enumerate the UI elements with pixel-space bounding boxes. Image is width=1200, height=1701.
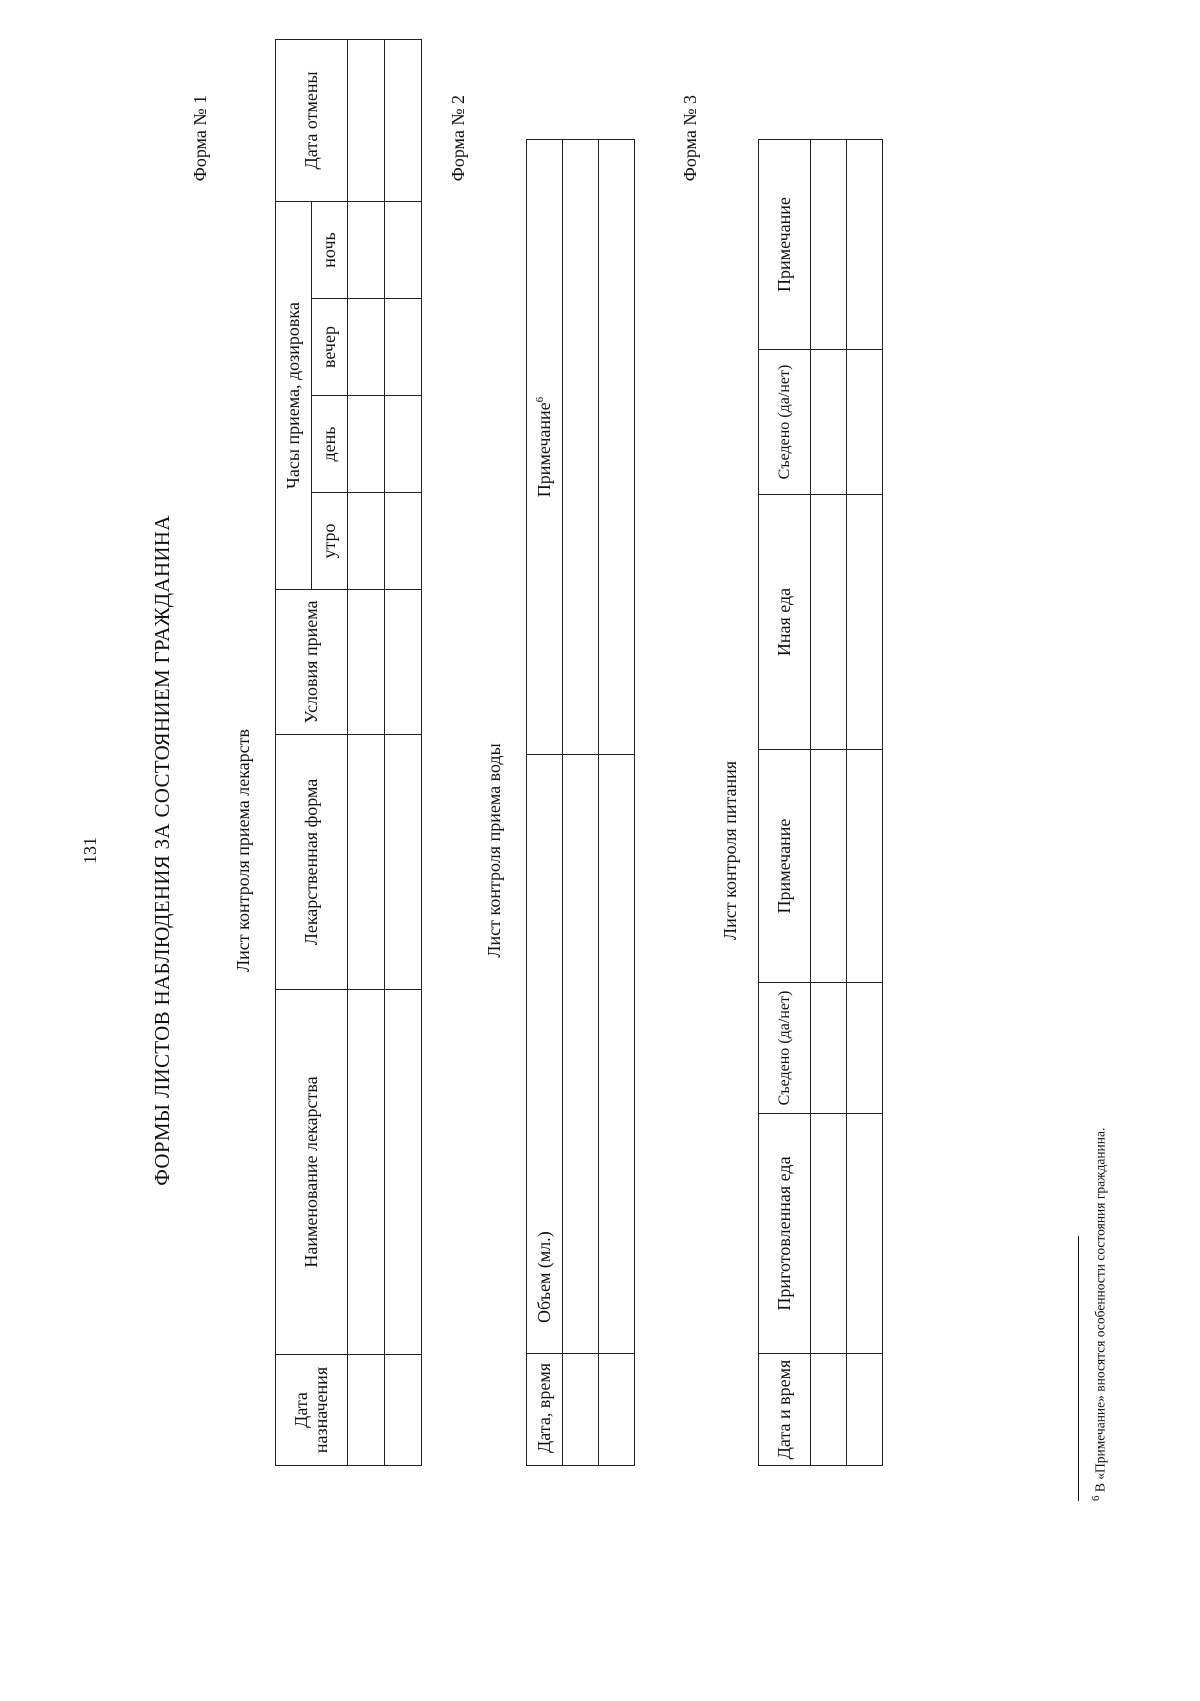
table-cell[interactable] (385, 735, 422, 990)
form3-label: Форма № 3 (680, 95, 700, 182)
header-cooked-food: Приготовленная еда (759, 1114, 811, 1354)
header-other-food: Иная еда (759, 495, 811, 750)
page-number: 131 (80, 837, 100, 864)
header-date-cancel: Дата отмены (276, 39, 348, 201)
header-datetime: Дата и время (759, 1354, 811, 1466)
header-eaten-other: Съедено (да/нет) (759, 350, 811, 495)
nutrition-table (758, 139, 883, 1466)
table-cell[interactable] (385, 990, 422, 1355)
table-cell[interactable] (847, 350, 883, 495)
header-conditions: Условия приема (276, 590, 348, 735)
document-title: ФОРМЫ ЛИСТОВ НАБЛЮДЕНИЯ ЗА СОСТОЯНИЕМ ГРАЖДАНИНА (150, 515, 174, 1186)
header-datetime: Дата, время (527, 1354, 563, 1466)
table-row (385, 39, 422, 1465)
table-cell[interactable] (385, 299, 422, 396)
header-hours-group: Часы приема, дозировка (276, 201, 312, 589)
form2-sheet-title: Лист контроля приема воды (484, 743, 504, 958)
header-morning: утро (312, 493, 348, 590)
table-cell[interactable] (811, 750, 847, 983)
table-row (348, 39, 385, 1465)
table-cell[interactable] (563, 140, 599, 755)
water-table (526, 139, 635, 1466)
footnote-text: В «Примечание» вносятся особенности состояния гражданина. (1092, 1127, 1108, 1496)
header-evening: вечер (312, 299, 348, 396)
table-cell[interactable] (348, 590, 385, 735)
footnote-mark: 6 (1090, 1495, 1102, 1501)
table-cell[interactable] (348, 299, 385, 396)
table-row (563, 140, 599, 1466)
table-cell[interactable] (847, 983, 883, 1114)
table-cell[interactable] (563, 1354, 599, 1466)
header-note-cooked: Примечание (759, 750, 811, 983)
table-cell[interactable] (348, 396, 385, 493)
table-cell[interactable] (811, 350, 847, 495)
header-drug-form: Лекарственная форма (276, 735, 348, 990)
table-cell[interactable] (385, 1355, 422, 1466)
form1-label: Форма № 1 (190, 95, 210, 182)
footnote-ref: 6 (534, 396, 547, 403)
table-cell[interactable] (847, 750, 883, 983)
table-cell[interactable] (348, 1355, 385, 1466)
footnote (1090, 1128, 1109, 1501)
table-cell[interactable] (811, 1354, 847, 1466)
table-row (599, 140, 635, 1466)
table-cell[interactable] (599, 755, 635, 1354)
header-day: день (312, 396, 348, 493)
header-note (527, 140, 563, 755)
header-volume: Объем (мл.) (527, 755, 563, 1354)
table-cell[interactable] (348, 493, 385, 590)
table-cell[interactable] (847, 495, 883, 750)
table-cell[interactable] (811, 495, 847, 750)
table-cell[interactable] (385, 590, 422, 735)
table-cell[interactable] (348, 990, 385, 1355)
header-note-other: Примечание (759, 140, 811, 350)
table-cell[interactable] (385, 201, 422, 298)
table-cell[interactable] (348, 201, 385, 298)
table-cell[interactable] (348, 735, 385, 990)
table-cell[interactable] (847, 140, 883, 350)
header-drug-name: Наименование лекарства (276, 990, 348, 1355)
header-note-text: Примечание (534, 402, 555, 498)
form2-label: Форма № 2 (448, 95, 468, 182)
table-cell[interactable] (563, 755, 599, 1354)
table-cell[interactable] (385, 493, 422, 590)
table-cell[interactable] (811, 983, 847, 1114)
header-night: ночь (312, 201, 348, 298)
header-date-assigned: Дата назначения (276, 1355, 348, 1466)
table-row (847, 140, 883, 1466)
table-cell[interactable] (811, 140, 847, 350)
table-cell[interactable] (348, 39, 385, 201)
footnote-separator (1078, 1236, 1079, 1501)
table-cell[interactable] (811, 1114, 847, 1354)
table-cell[interactable] (847, 1354, 883, 1466)
table-cell[interactable] (385, 396, 422, 493)
table-cell[interactable] (385, 39, 422, 201)
table-cell[interactable] (599, 140, 635, 755)
form1-sheet-title: Лист контроля приема лекарств (233, 728, 253, 973)
header-eaten-cooked: Съедено (да/нет) (759, 983, 811, 1114)
table-cell[interactable] (599, 1354, 635, 1466)
medication-table (275, 39, 422, 1466)
form3-sheet-title: Лист контроля питания (720, 760, 740, 941)
table-row (811, 140, 847, 1466)
table-cell[interactable] (847, 1114, 883, 1354)
